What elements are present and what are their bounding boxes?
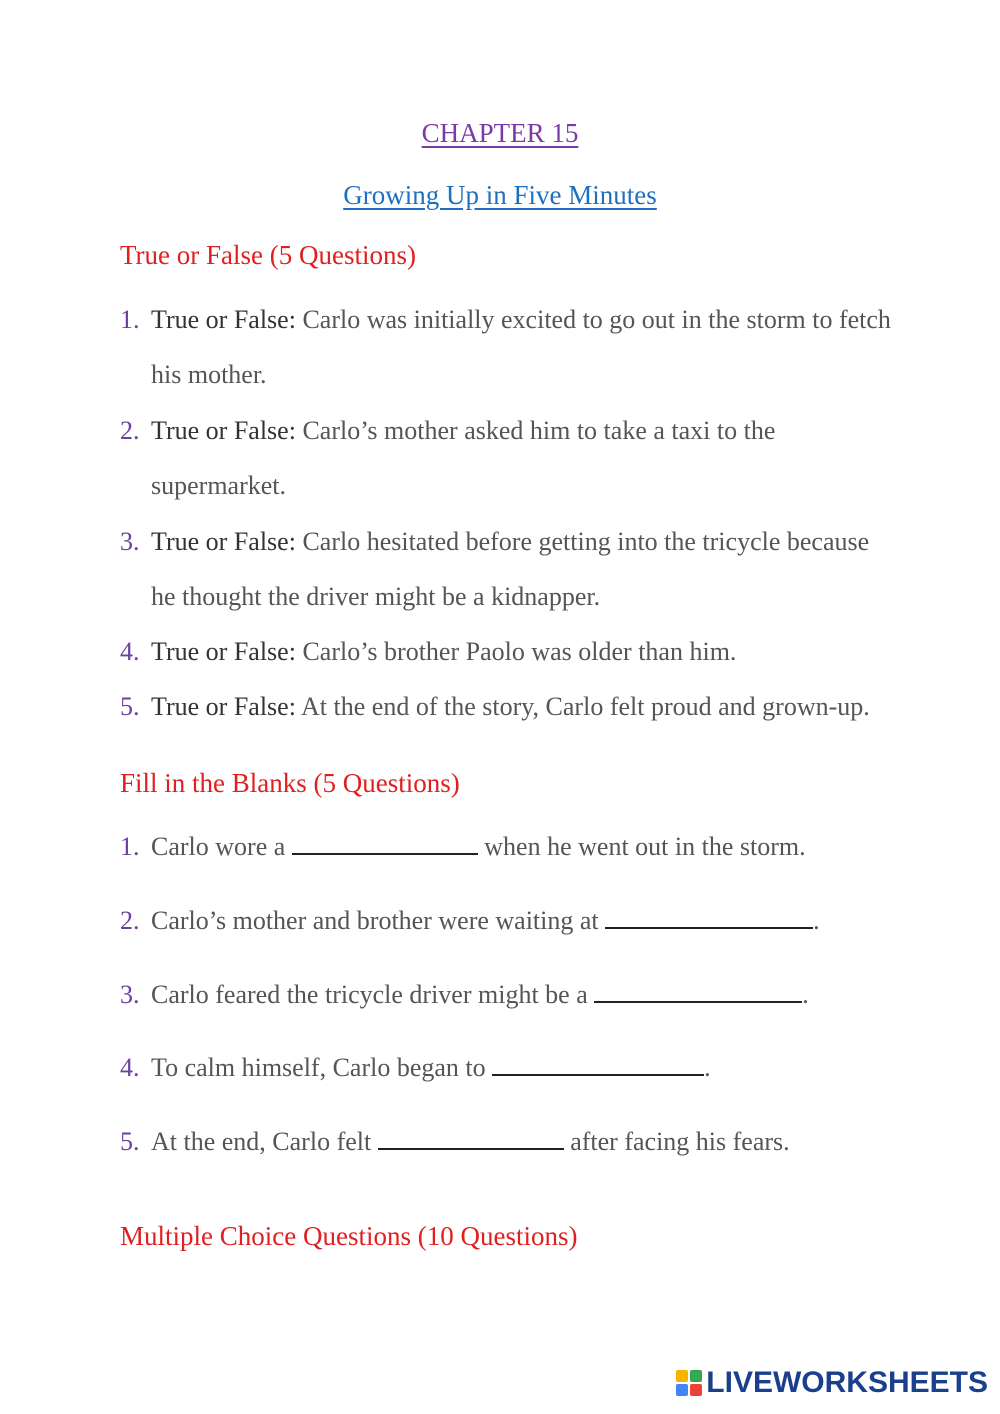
tf-label: True or False: xyxy=(151,637,296,666)
tf-label: True or False: xyxy=(151,416,296,445)
question-number: 5. xyxy=(120,1127,140,1156)
tf-label: True or False: xyxy=(151,305,296,334)
question-text-after: . xyxy=(813,906,820,935)
question-text-cont: he thought the driver might be a kidnapper. xyxy=(151,582,601,611)
tf-question-1 xyxy=(120,292,900,402)
question-text-before: To calm himself, Carlo began to xyxy=(151,1053,486,1082)
question-number: 4. xyxy=(120,1053,140,1082)
fib-question-3 xyxy=(120,967,900,1022)
question-text-cont: his mother. xyxy=(151,360,267,389)
logo-text: LIVEWORKSHEETS xyxy=(706,1366,988,1399)
answer-blank[interactable] xyxy=(292,825,478,855)
tf-question-4 xyxy=(120,624,900,679)
answer-blank[interactable] xyxy=(378,1120,564,1150)
question-text-cont: supermarket. xyxy=(151,471,287,500)
question-text-after: . xyxy=(704,1053,711,1082)
answer-blank[interactable] xyxy=(492,1046,704,1076)
tf-question-5 xyxy=(120,679,900,734)
question-text-before: At the end, Carlo felt xyxy=(151,1127,372,1156)
mcq-heading: Multiple Choice Questions (10 Questions) xyxy=(120,1221,578,1251)
liveworksheets-logo xyxy=(676,1366,988,1400)
question-number: 2. xyxy=(120,906,140,935)
fill-blanks-heading: Fill in the Blanks (5 Questions) xyxy=(120,768,460,798)
question-text-before: Carlo wore a xyxy=(151,832,286,861)
answer-blank[interactable] xyxy=(605,899,813,929)
true-false-heading: True or False (5 Questions) xyxy=(120,240,416,270)
logo-square-icon xyxy=(690,1384,702,1396)
question-number: 1. xyxy=(120,305,140,334)
logo-square-icon xyxy=(690,1370,702,1382)
answer-blank[interactable] xyxy=(594,973,802,1003)
tf-question-3 xyxy=(120,514,900,624)
question-number: 3. xyxy=(120,980,140,1009)
logo-square-icon xyxy=(676,1370,688,1382)
question-number: 2. xyxy=(120,416,140,445)
fib-question-5 xyxy=(120,1114,900,1169)
tf-label: True or False: xyxy=(151,692,296,721)
question-text-before: Carlo’s mother and brother were waiting at xyxy=(151,906,599,935)
chapter-title: CHAPTER 15 xyxy=(421,118,579,148)
question-text-after: . xyxy=(802,980,809,1009)
question-text: Carlo hesitated before getting into the tricycle because xyxy=(302,527,870,556)
logo-square-icon xyxy=(676,1384,688,1396)
question-text: Carlo’s mother asked him to take a taxi to the xyxy=(302,416,776,445)
question-text-after: when he went out in the storm. xyxy=(484,832,806,861)
fib-question-4 xyxy=(120,1040,900,1095)
fib-question-1 xyxy=(120,819,900,874)
question-number: 3. xyxy=(120,527,140,556)
question-number: 1. xyxy=(120,832,140,861)
tf-label: True or False: xyxy=(151,527,296,556)
question-text-before: Carlo feared the tricycle driver might be a xyxy=(151,980,588,1009)
fib-question-2 xyxy=(120,893,900,948)
question-number: 5. xyxy=(120,692,140,721)
question-number: 4. xyxy=(120,637,140,666)
story-title: Growing Up in Five Minutes xyxy=(343,180,657,210)
question-text-after: after facing his fears. xyxy=(570,1127,790,1156)
tf-question-2 xyxy=(120,403,900,513)
question-text: Carlo was initially excited to go out in the storm to fetch xyxy=(302,305,891,334)
question-text: Carlo’s brother Paolo was older than him. xyxy=(302,637,737,666)
logo-grid-icon xyxy=(676,1370,702,1396)
question-text: At the end of the story, Carlo felt proud and grown-up. xyxy=(301,692,870,721)
